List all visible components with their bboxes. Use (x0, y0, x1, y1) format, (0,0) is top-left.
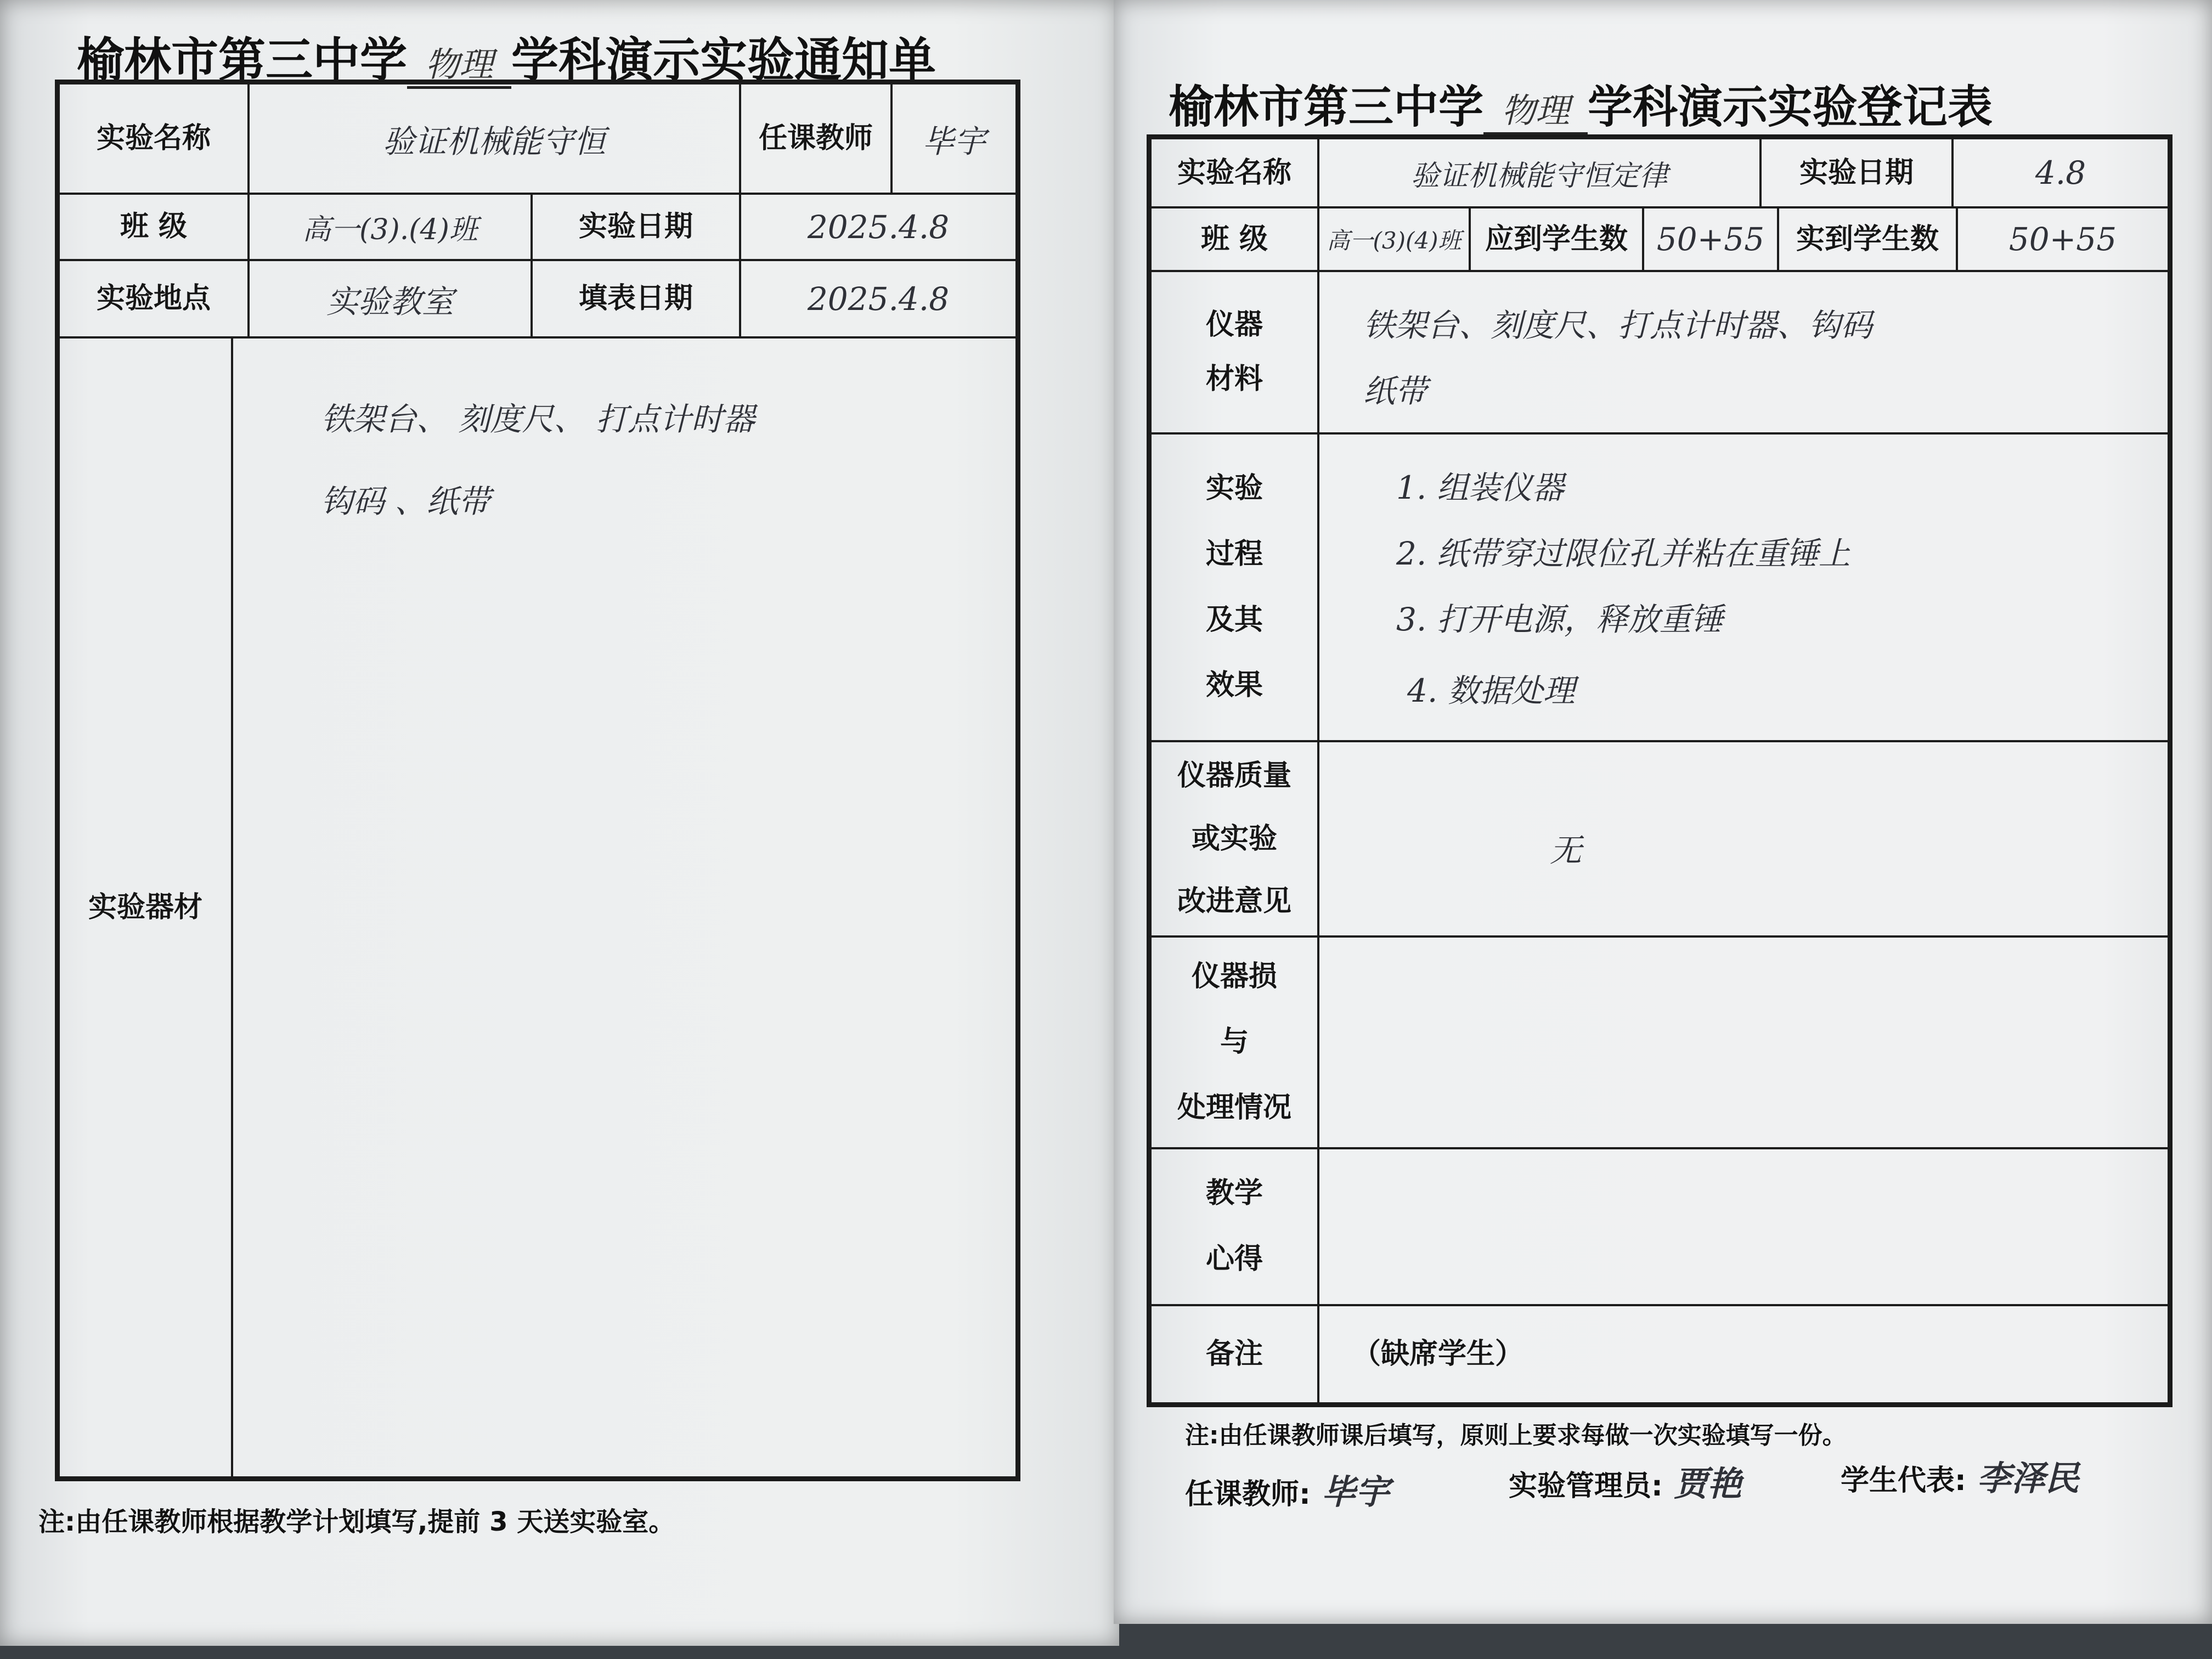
label-experiment-date: 实验日期 (531, 193, 741, 261)
value-actual-students: 50+55 (1956, 206, 2170, 272)
label-expected-students: 应到学生数 (1469, 206, 1644, 272)
label-place: 实验地点 (58, 259, 250, 338)
signature-teacher: 任课教师: 毕宇 (1185, 1472, 1390, 1512)
notice-footnote: 注:由任课教师根据教学计划填写,提前 3 天送实验室。 (38, 1506, 675, 1537)
subject-handwritten: 物理 (407, 37, 511, 89)
value-damage (1317, 935, 2170, 1149)
label-actual-students: 实到学生数 (1777, 206, 1958, 272)
label-reflection: 教学 心得 (1149, 1147, 1319, 1306)
process-step-3: 3. 打开电源，释放重锤 (1396, 601, 1723, 638)
value-remarks: （缺席学生） (1317, 1304, 2170, 1404)
signature-student: 学生代表: 李泽民 (1841, 1458, 2079, 1498)
quality-text: 无 (1550, 832, 1582, 869)
label-experiment-name: 实验名称 (1149, 137, 1319, 208)
value-experiment-date: 4.8 (1951, 137, 2170, 208)
instruments-line-1: 铁架台、刻度尺、打点计时器、钩码 (1363, 307, 1873, 344)
label-experiment-date: 实验日期 (1759, 137, 1954, 208)
school-name: 榆林市第三中学 (77, 33, 407, 88)
materials-line-1: 铁架台、 刻度尺、 打点计时器 (321, 400, 755, 438)
value-expected-students: 50+55 (1642, 206, 1779, 272)
value-process (1317, 432, 2170, 742)
instruments-line-2: 纸带 (1363, 373, 1427, 410)
school-name: 榆林市第三中学 (1169, 81, 1484, 133)
value-place: 实验教室 (247, 259, 533, 338)
teacher-signature: 毕宇 (1321, 1472, 1390, 1512)
label-remarks: 备注 (1149, 1304, 1319, 1404)
materials-line-2: 钩码 、纸带 (321, 483, 490, 520)
label-instruments: 仪器 材料 (1149, 270, 1319, 435)
value-experiment-name: 验证机械能守恒定律 (1317, 137, 1762, 208)
label-materials: 实验器材 (58, 336, 233, 1479)
process-step-4: 4. 数据处理 (1407, 672, 1575, 709)
process-step-1: 1. 组装仪器 (1396, 469, 1564, 506)
admin-signature: 贾艳 (1673, 1464, 1742, 1504)
register-footnote: 注:由任课教师课后填写，原则上要求每做一次实验填写一份。 (1185, 1421, 1847, 1449)
value-reflection (1317, 1147, 2170, 1306)
form-title: 学科演示实验通知单 (511, 33, 936, 88)
notice-table (55, 80, 1020, 1481)
register-table (1147, 134, 2172, 1407)
value-experiment-date: 2025.4.8 (739, 193, 1018, 261)
label-class: 班 级 (1149, 206, 1319, 272)
label-teacher: 任课教师 (739, 82, 893, 195)
form-title: 学科演示实验登记表 (1588, 81, 1993, 133)
value-fill-date: 2025.4.8 (739, 259, 1018, 338)
value-instruments (1317, 270, 2170, 435)
process-step-2: 2. 纸带穿过限位孔并粘在重锤上 (1396, 535, 1850, 572)
value-teacher: 毕宇 (890, 82, 1018, 195)
value-class: 高一(3).(4)班 (247, 193, 533, 261)
value-class: 高一(3)(4)班 (1317, 206, 1471, 272)
label-quality: 仪器质量 或实验 改进意见 (1149, 740, 1319, 938)
value-materials (231, 336, 1018, 1479)
register-form-sheet (1114, 0, 2212, 1624)
label-fill-date: 填表日期 (531, 259, 741, 338)
label-experiment-name: 实验名称 (58, 82, 250, 195)
subject-handwritten: 物理 (1483, 83, 1588, 135)
label-damage: 仪器损 与 处理情况 (1149, 935, 1319, 1149)
label-process: 实验 过程 及其 效果 (1149, 432, 1319, 742)
signature-admin: 实验管理员: 贾艳 (1509, 1464, 1742, 1504)
value-experiment-name: 验证机械能守恒 (247, 82, 741, 195)
student-signature: 李泽民 (1977, 1458, 2079, 1498)
value-quality (1317, 740, 2170, 938)
label-class: 班 级 (58, 193, 250, 261)
register-title (1169, 71, 1993, 136)
